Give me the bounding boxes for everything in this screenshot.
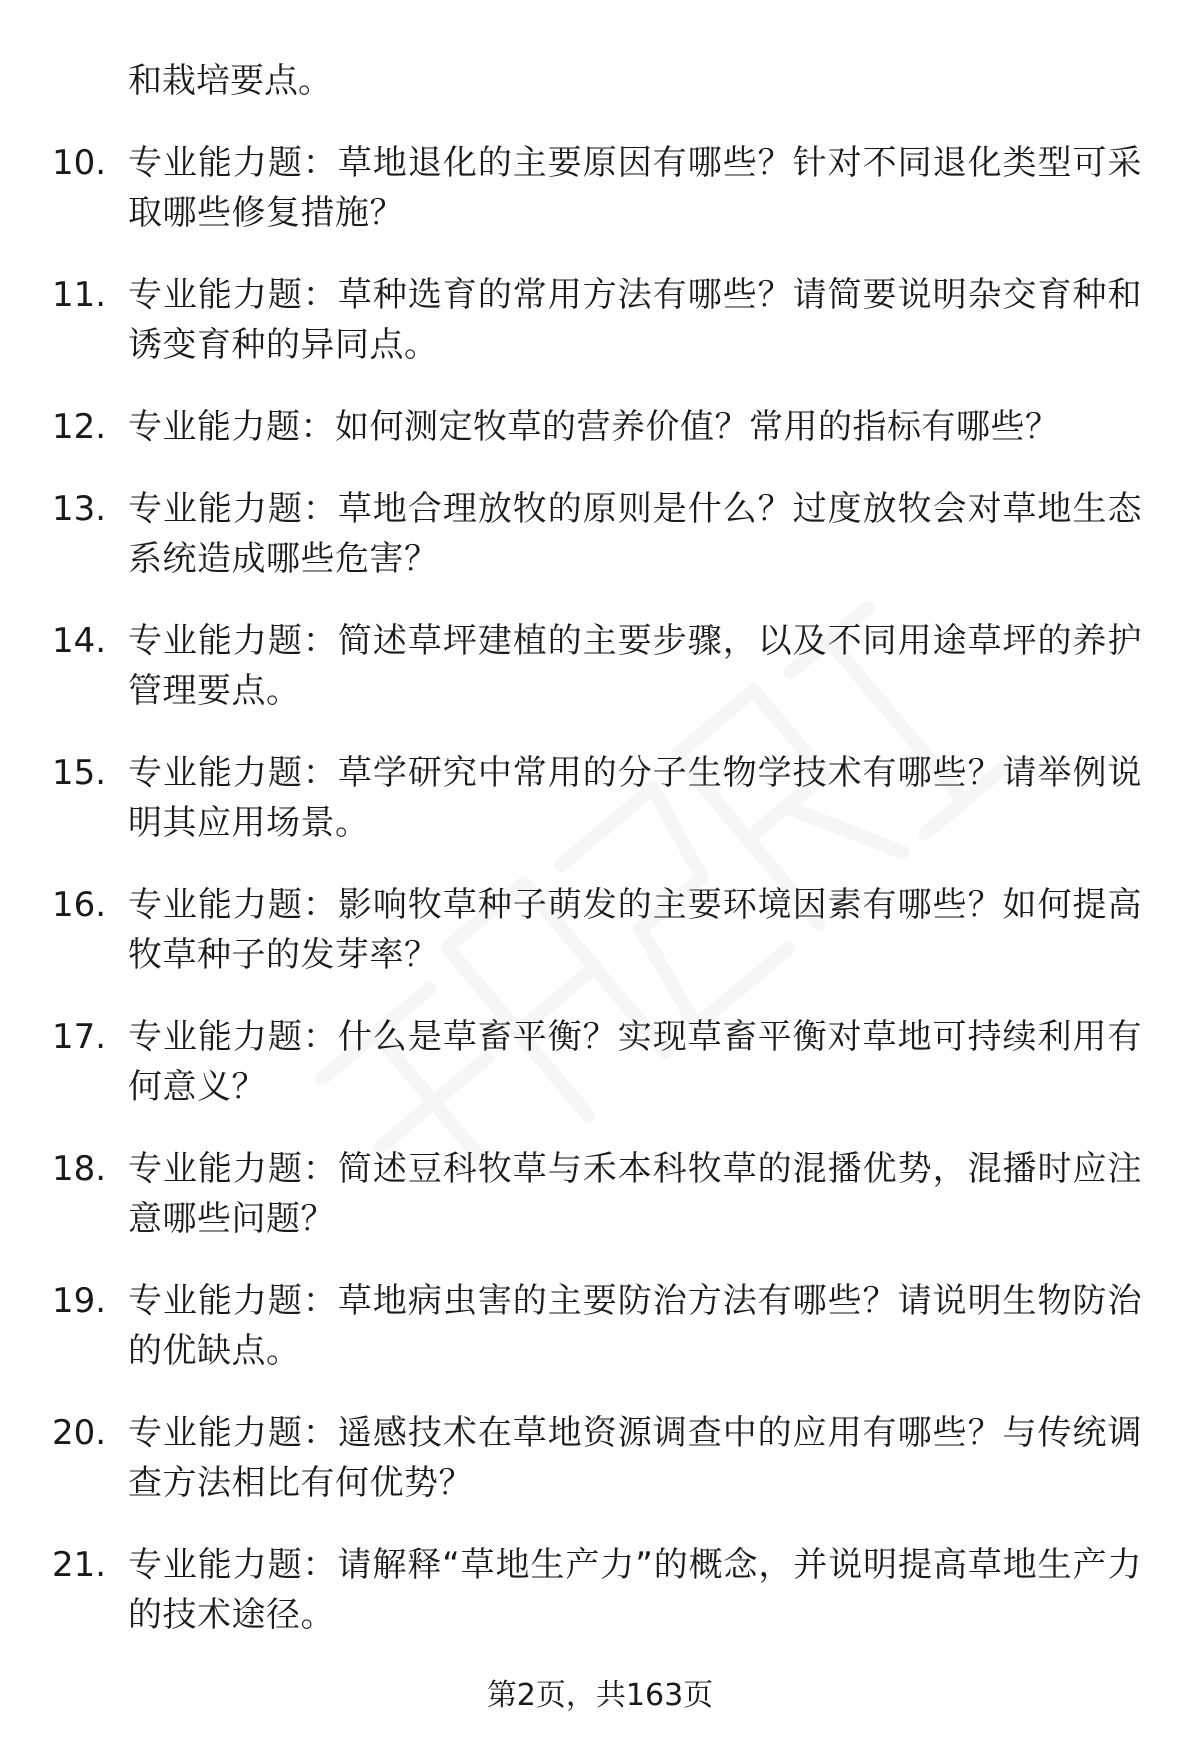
list-item	[52, 1276, 1142, 1376]
list-item	[52, 138, 1142, 238]
question-text: 专业能力题：草地合理放牧的原则是什么？过度放牧会对草地生态系统造成哪些危害？	[128, 489, 1142, 579]
list-item	[52, 1144, 1142, 1244]
question-text: 专业能力题：简述豆科牧草与禾本科牧草的混播优势，混播时应注意哪些问题？	[128, 1149, 1142, 1239]
question-text: 专业能力题：草种选育的常用方法有哪些？请简要说明杂交育种和诱变育种的异同点。	[128, 275, 1142, 365]
list-item	[52, 616, 1142, 716]
list-item	[52, 270, 1142, 370]
question-text: 专业能力题：什么是草畜平衡？实现草畜平衡对草地可持续利用有何意义？	[128, 1017, 1142, 1107]
question-number: 17.	[52, 1017, 107, 1057]
page-footer: 第2页，共163页	[486, 1678, 714, 1713]
question-number: 10.	[52, 143, 107, 183]
question-text: 专业能力题：遥感技术在草地资源调查中的应用有哪些？与传统调查方法相比有何优势？	[128, 1413, 1142, 1503]
question-number: 18.	[52, 1149, 107, 1189]
question-number: 16.	[52, 885, 107, 925]
question-text: 专业能力题：如何测定牧草的营养价值？常用的指标有哪些？	[128, 407, 1060, 447]
question-list	[52, 138, 1142, 1640]
list-item	[52, 1408, 1142, 1508]
question-number: 21.	[52, 1545, 107, 1585]
question-number: 20.	[52, 1413, 107, 1453]
document-body	[52, 56, 1142, 1672]
continuation-text: 和栽培要点。	[128, 61, 332, 101]
list-item	[52, 1540, 1142, 1640]
list-item	[52, 748, 1142, 848]
question-text: 专业能力题：简述草坪建植的主要步骤，以及不同用途草坪的养护管理要点。	[128, 621, 1142, 711]
question-text: 专业能力题：影响牧草种子萌发的主要环境因素有哪些？如何提高牧草种子的发芽率？	[128, 885, 1142, 975]
question-text: 专业能力题：草地退化的主要原因有哪些？针对不同退化类型可采取哪些修复措施？	[128, 143, 1142, 233]
question-number: 13.	[52, 489, 107, 529]
list-item	[52, 402, 1142, 452]
question-number: 15.	[52, 753, 107, 793]
question-text: 专业能力题：草地病虫害的主要防治方法有哪些？请说明生物防治的优缺点。	[128, 1281, 1142, 1371]
question-number: 19.	[52, 1281, 107, 1321]
question-text: 专业能力题：草学研究中常用的分子生物学技术有哪些？请举例说明其应用场景。	[128, 753, 1142, 843]
list-item	[52, 880, 1142, 980]
question-number: 12.	[52, 407, 107, 447]
question-text: 专业能力题：请解释“草地生产力”的概念，并说明提高草地生产力的技术途径。	[128, 1545, 1142, 1635]
list-item	[52, 484, 1142, 584]
question-number: 11.	[52, 275, 107, 315]
list-item	[52, 1012, 1142, 1112]
question-number: 14.	[52, 621, 107, 661]
